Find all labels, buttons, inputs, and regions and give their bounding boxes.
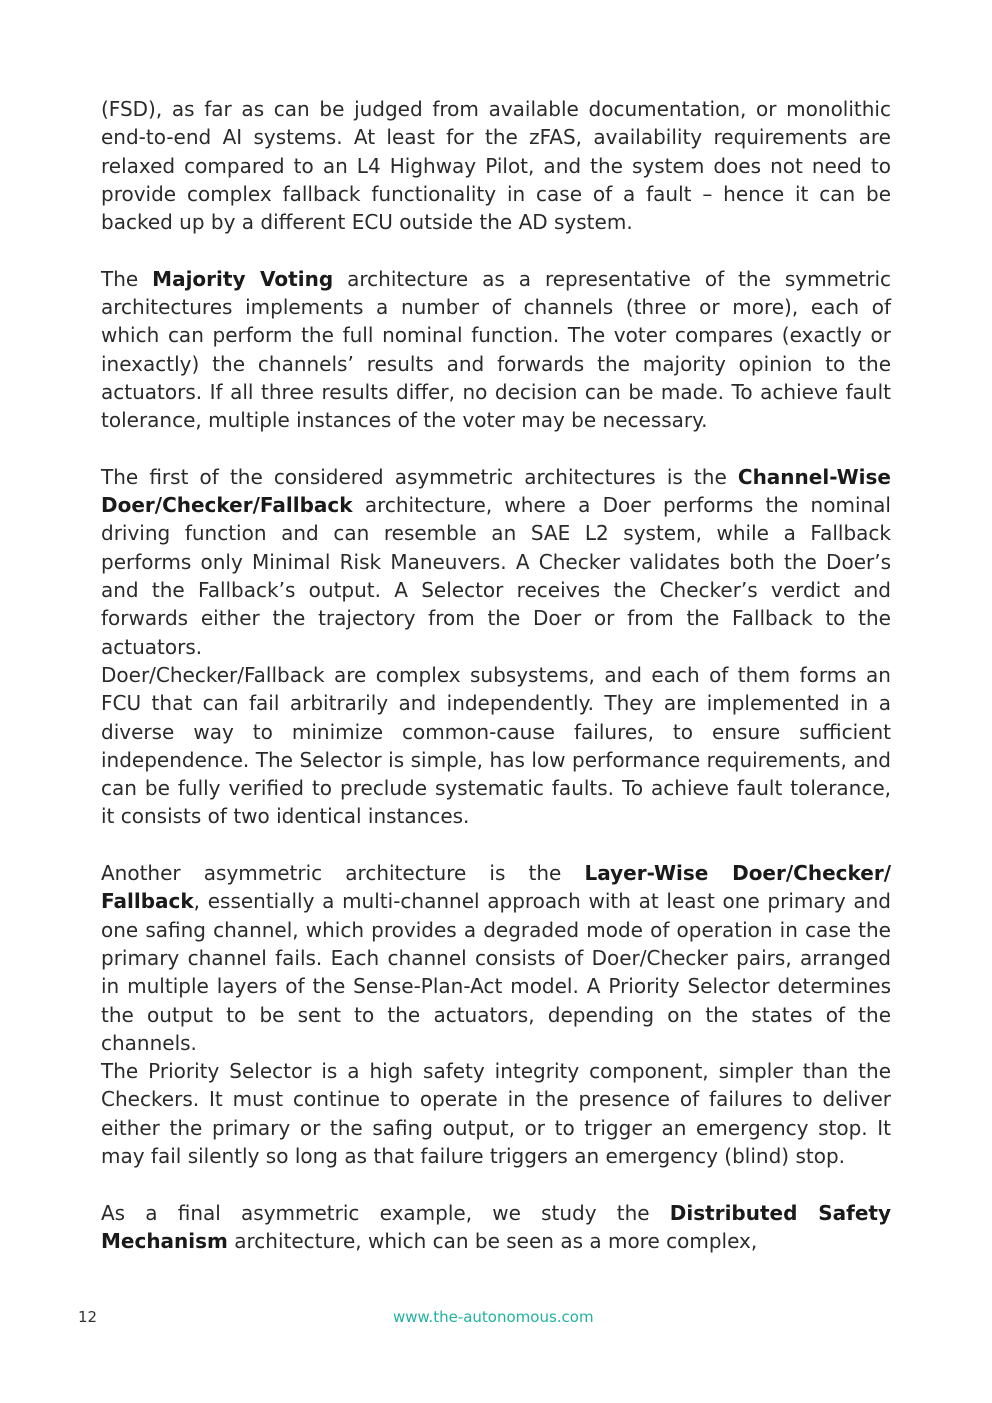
document-body [101, 95, 891, 1255]
paragraph-doer-checker-fallback-subsystems [101, 661, 891, 831]
term-channel-wise-doer-checker-fallback: Channel-Wise Doer/Checker/Fallback [101, 464, 891, 518]
paragraph-majority-voting [101, 265, 891, 435]
paragraph-text: architecture, which can be seen as a more complex, [227, 1228, 758, 1253]
paragraph-channel-wise [101, 463, 891, 661]
term-majority-voting: Majority Voting [152, 266, 334, 291]
paragraph-text: (FSD), as far as can be judged from available documentation, or monolithic end-to-end AI systems. At least for the zFAS, availability requirements are relaxed compared to an L4 Highway Pilot, and the system does not need to provide complex fallback functionality in case of a fault – hence it can be backed up by a different ECU outside the AD system. [101, 97, 891, 235]
term-distributed-safety-mechanism: Distributed Safety Mechanism [101, 1200, 891, 1253]
paragraph-priority-selector [101, 1057, 891, 1170]
term-layer-wise-doer-checker-fallback: Layer-Wise Doer/Checker/ Fallback [101, 861, 891, 914]
paragraph-text: Another asymmetric architecture is the [101, 861, 585, 886]
paragraph-text: The Priority Selector is a high safety integrity component, simpler than the Checkers. It must continue to operate in the presence of failures to deliver either the primary or the safing output, or to trigger an emergency stop. It may fail silently so long as that failure triggers an emergency (blind) stop. [101, 1059, 891, 1168]
paragraph-text: The first of the considered asymmetric architectures is the [101, 464, 738, 489]
paragraph-fsd-continuation [101, 95, 891, 236]
paragraph-distributed-safety [101, 1199, 891, 1256]
paragraph-text: Doer/Checker/Fallback are complex subsystems, and each of them forms an FCU that can fail arbitrarily and independently. They are implemented in a diverse way to minimize common-cause failures, to ensure sufficient independence. The Selector is simple, has low performance requirements, and can be fully verified to preclude systematic faults. To achieve fault tolerance, it consists of two identical instances. [101, 662, 891, 829]
footer-url-link[interactable]: www.the-autonomous.com [393, 1308, 594, 1326]
paragraph-text: The [101, 266, 153, 291]
paragraph-text: , essentially a multi-channel approach with at least one primary and one safing channel, which provides a degraded mode of operation in case the primary channel fails. Each channel consists of Doer/Checker pairs, arranged in multiple layers of the Sense-Plan-Act model. A Priority Selector determines the output to be sent to the actuators, depending on the states of the channels. [101, 889, 891, 1055]
page-number: 12 [78, 1308, 98, 1326]
paragraph-layer-wise [101, 859, 891, 1057]
paragraph-text: architecture, where a Doer performs the nominal driving function and can resemble an SAE L2 system, while a Fallback performs only Minimal Risk Maneuvers. A Checker validates both the Doer’s and the Fallback’s output. A Selector receives the Checker’s verdict and forwards either the trajectory from the Doer or from the Fallback to the actuators. [101, 493, 891, 659]
paragraph-text: architecture as a representative of the symmetric architectures implements a number of channels (three or more), each of which can perform the full nominal function. The voter compares (exactly or inexactly) the channels’ results and forwards the majority opinion to the actuators. If all three results differ, no decision can be made. To achieve fault tolerance, multiple instances of the voter may be necessary. [101, 266, 891, 433]
paragraph-text: As a final asymmetric example, we study the [101, 1200, 670, 1225]
